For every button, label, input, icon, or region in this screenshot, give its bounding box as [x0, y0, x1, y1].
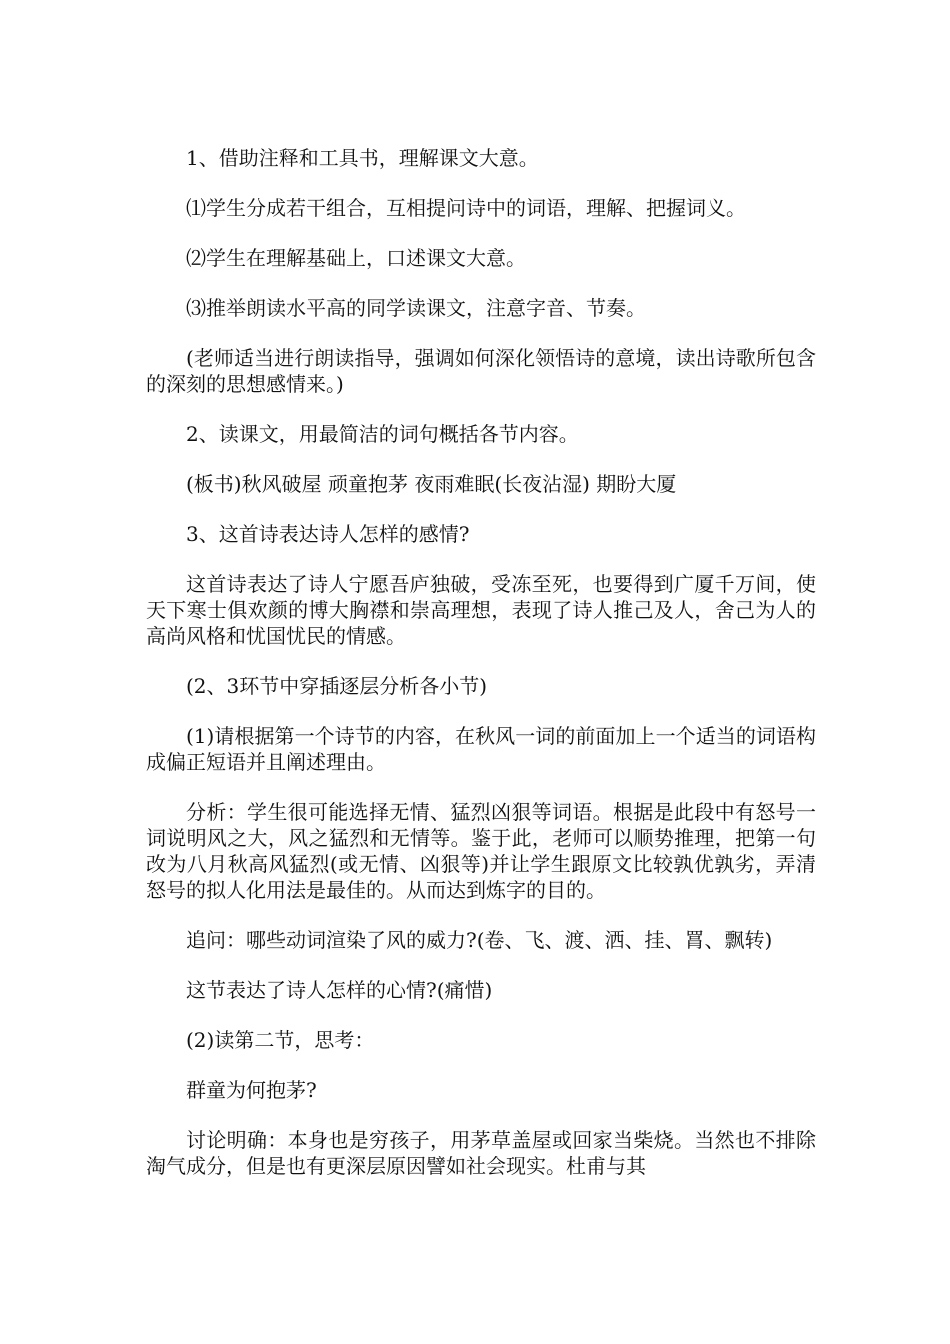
paragraph: 3、这首诗表达诗人怎样的感情? — [186, 522, 470, 546]
paragraph: ⑶推举朗读水平高的同学读课文，注意字音、节奏。 — [186, 296, 646, 320]
paragraph: (2)读第二节，思考： — [186, 1028, 375, 1052]
paragraph: 群童为何抱茅? — [186, 1078, 317, 1102]
paragraph: (2、3环节中穿插逐层分析各小节) — [186, 674, 488, 698]
paragraph: (老师适当进行朗读指导，强调如何深化领悟诗的意境，读出诗歌所包含的深刻的思想感情来。) — [146, 346, 816, 396]
document-body — [146, 145, 816, 1203]
paragraph: (板书)秋风破屋 顽童抱茅 夜雨难眠(长夜沾湿) 期盼大厦 — [186, 472, 677, 496]
paragraph: 讨论明确：本身也是穷孩子，用茅草盖屋或回家当柴烧。当然也不排除淘气成分，但是也有更深层原因譬如社会现实。杜甫与其 — [146, 1128, 816, 1178]
paragraph: ⑴学生分成若干组合，互相提问诗中的词语，理解、把握词义。 — [186, 196, 746, 220]
paragraph: (1)请根据第一个诗节的内容，在秋风一词的前面加上一个适当的词语构成偏正短语并且阐述理由。 — [146, 724, 816, 774]
paragraph: 追问：哪些动词渲染了风的威力?(卷、飞、渡、洒、挂、罥、飘转) — [186, 928, 773, 952]
paragraph: 1、借助注释和工具书，理解课文大意。 — [186, 146, 539, 170]
paragraph: 这节表达了诗人怎样的心情?(痛惜) — [186, 978, 493, 1002]
paragraph: ⑵学生在理解基础上，口述课文大意。 — [186, 246, 526, 270]
paragraph: 分析：学生很可能选择无情、猛烈凶狠等词语。根据是此段中有怒号一词说明风之大，风之猛烈和无情等。鉴于此，老师可以顺势推理，把第一句改为八月秋高风猛烈(或无情、凶狠等)并让学生跟原文比较孰优孰劣，弄清怒号的拟人化用法是最佳的。从而达到炼字的目的。 — [146, 800, 816, 902]
paragraph: 2、读课文，用最简洁的词句概括各节内容。 — [186, 422, 579, 446]
paragraph: 这首诗表达了诗人宁愿吾庐独破，受冻至死，也要得到广厦千万间，使天下寒士俱欢颜的博大胸襟和崇高理想，表现了诗人推己及人，舍己为人的高尚风格和忧国忧民的情感。 — [146, 572, 816, 648]
